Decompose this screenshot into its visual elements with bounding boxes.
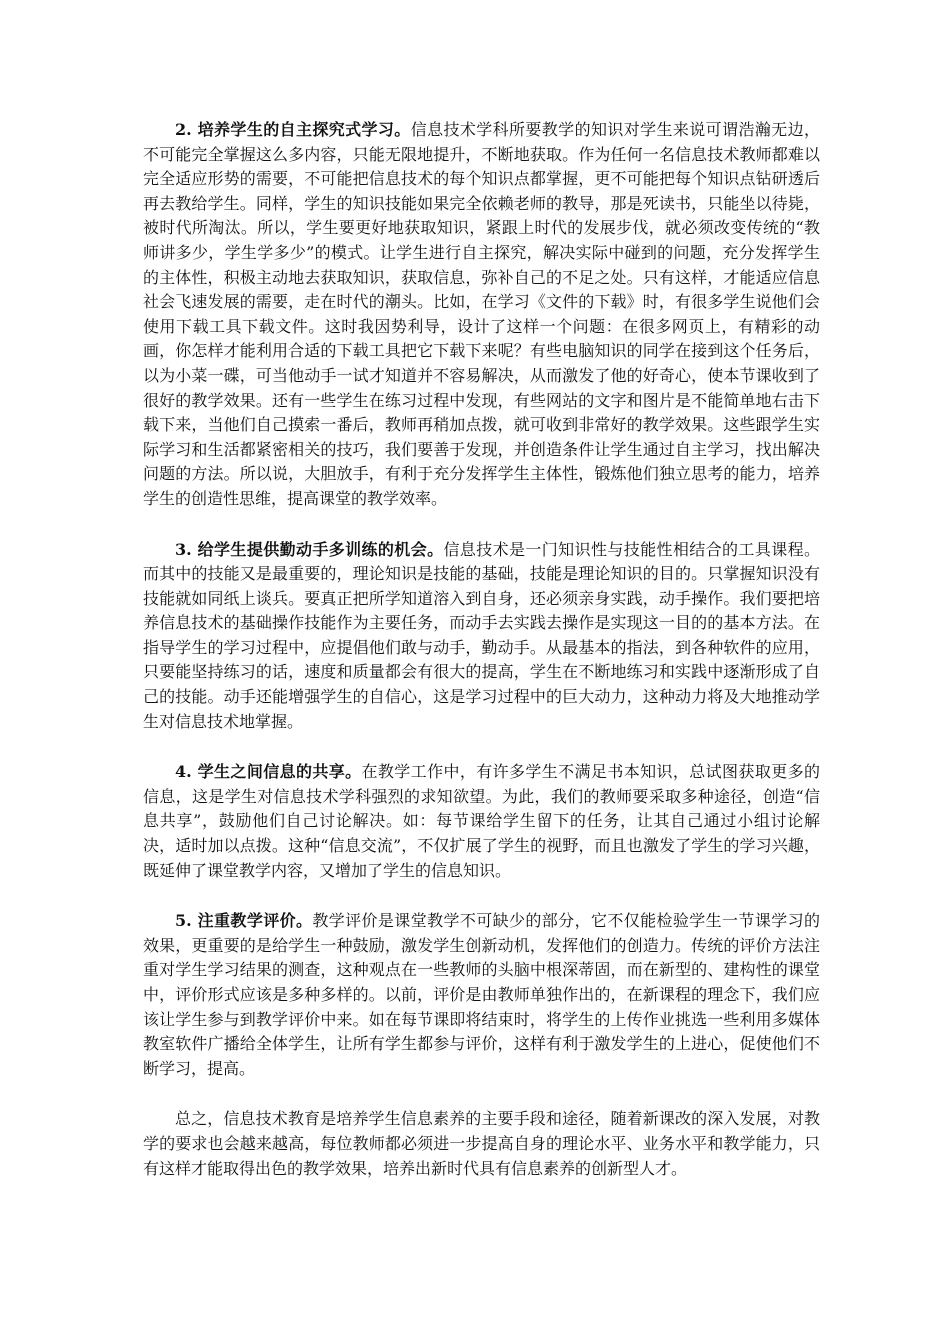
section-2 [143, 118, 820, 512]
section-heading: 5. 注重教学评价。 [175, 911, 313, 931]
section-4 [143, 760, 820, 883]
section-text: 教学评价是课堂教学不可缺少的部分，它不仅能检验学生一节课学习的效果，更重要的是给学生一种鼓励，激发学生创新动机，发挥他们的创造力。传统的评价方法注重对学生学习结果的测查，这种观点在一些教师的头脑中根深蒂固，而在新型的、建构性的课堂中，评价形式应该是多种多样的。以前，评价是由教师单独作出的，在新课程的理念下，我们应该让学生参与到教学评价中来。如在每节课即将结束时，将学生的上传作业挑选一些利用多媒体教室软件广播给全体学生，让所有学生都参与评价，这样有利于激发学生的上进心，促使他们不断学习，提高。 [143, 911, 820, 1078]
conclusion-paragraph: 总之，信息技术教育是培养学生信息素养的主要手段和途径，随着新课改的深入发展，对教学的要求也会越来越高，每位教师都必须进一步提高自身的理论水平、业务水平和教学能力，只有这样才能取得出色的教学效果，培养出新时代具有信息素养的创新型人才。 [143, 1109, 820, 1178]
section-text: 在教学工作中，有许多学生不满足书本知识，总试图获取更多的信息，这是学生对信息技术学科强烈的求知欲望。为此，我们的教师要采取多种途径，创造“信息共享”，鼓励他们自己讨论解决。如：每节课给学生留下的任务，让其自己通过小组讨论解决，适时加以点拨。这种“信息交流”，不仅扩展了学生的视野，而且也激发了学生的学习兴趣，既延伸了课堂教学内容，又增加了学生的信息知识。 [143, 762, 820, 880]
section-text: 信息技术学科所要教学的知识对学生来说可谓浩瀚无边，不可能完全掌握这么多内容，只能无限地提升，不断地获取。作为任何一名信息技术教师都难以完全适应形势的需要，不可能把信息技术的每个知识点都掌握，更不可能把每个知识点钻研透后再去教给学生。同样，学生的知识技能如果完全依赖老师的教导，那是死读书，只能坐以待毙，被时代所淘汰。所以，学生要更好地获取知识，紧跟上时代的发展步伐，就必须改变传统的“教师讲多少，学生学多少”的模式。让学生进行自主探究，解决实际中碰到的问题，充分发挥学生的主体性，积极主动地去获取知识，获取信息，弥补自己的不足之处。只有这样，才能适应信息社会飞速发展的需要，走在时代的潮头。比如，在学习《文件的下载》时，有很多学生说他们会使用下载工具下载文件。这时我因势利导，设计了这样一个问题：在很多网页上，有精彩的动画，你怎样才能利用合适的下载工具把它下载下来呢？有些电脑知识的同学在接到这个任务后，以为小菜一碟，可当他动手一试才知道并不容易解决，从而激发了他的好奇心，使本节课收到了很好的教学效果。还有一些学生在练习过程中发现，有些网站的文字和图片是不能简单地右击下载下来，当他们自己摸索一番后，教师再稍加点拨，就可收到非常好的教学效果。这些跟学生实际学习和生活都紧密相关的技巧，我们要善于发现，并创造条件让学生通过自主学习，找出解决问题的方法。所以说，大胆放手，有利于充分发挥学生主体性，锻炼他们独立思考的能力，培养学生的创造性思维，提高课堂的教学效率。 [143, 120, 820, 508]
document-body [143, 118, 820, 1181]
section-heading: 3. 给学生提供勤动手多训练的机会。 [175, 539, 444, 559]
section-text: 信息技术是一门知识性与技能性相结合的工具课程。而其中的技能又是最重要的，理论知识是技能的基础，技能是理论知识的目的。只掌握知识没有技能就如同纸上谈兵。要真正把所学知道溶入到自身，还必须亲身实践，动手操作。我们要把培养信息技术的基础操作技能作为主要任务，而动手去实践去操作是实现这一目的的基本方法。在指导学生的学习过程中，应提倡他们敢与动手，勤动手。从最基本的指法，到各种软件的应用，只要能坚持练习的话，速度和质量都会有很大的提高，学生在不断地练习和实践中逐渐形成了自己的技能。动手还能增强学生的自信心，这是学习过程中的巨大动力，这种动力将及大地推动学生对信息技术地掌握。 [143, 539, 820, 731]
section-3 [143, 538, 820, 735]
section-heading: 2. 培养学生的自主探究式学习。 [175, 120, 411, 139]
section-heading: 4. 学生之间信息的共享。 [175, 762, 362, 782]
section-5 [143, 909, 820, 1081]
